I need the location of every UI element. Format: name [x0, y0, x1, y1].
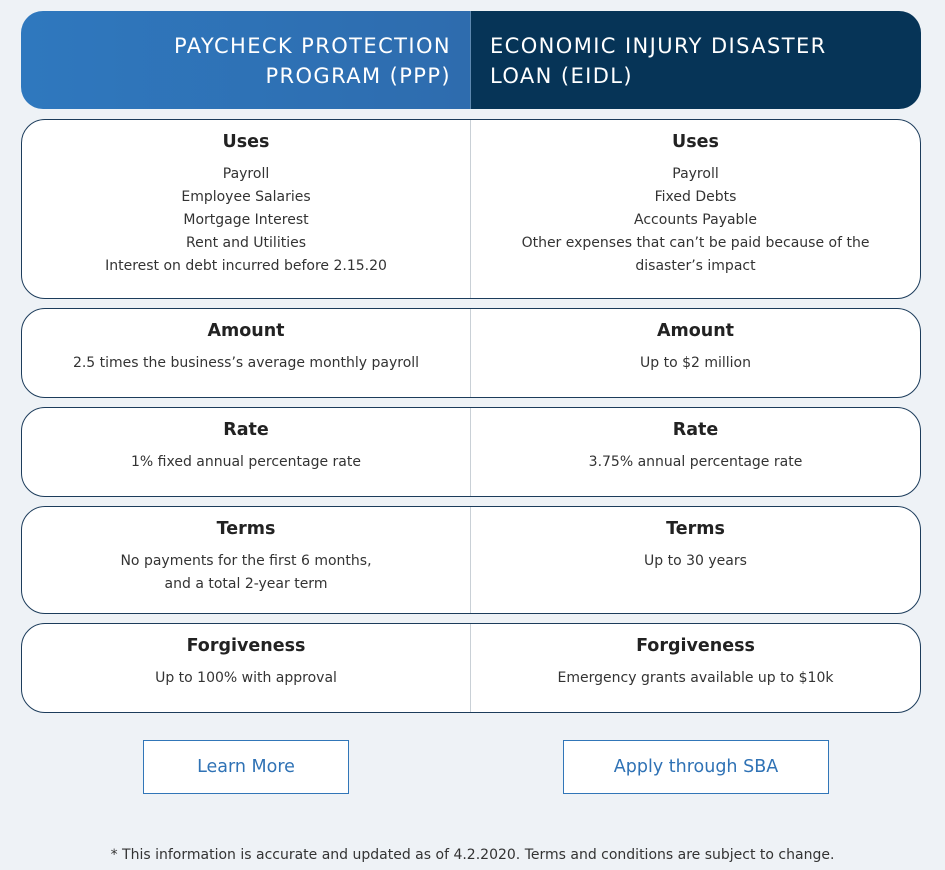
ppp-terms-line: and a total 2-year term	[164, 576, 328, 592]
eidl-forgiveness-text: Emergency grants available up to $10k	[557, 670, 834, 686]
list-item: Employee Salaries	[181, 189, 311, 205]
ppp-forgiveness-cell	[22, 624, 471, 712]
ppp-forgiveness-heading: Forgiveness	[186, 636, 306, 656]
eidl-rate-text: 3.75% annual percentage rate	[588, 454, 803, 470]
terms-row	[21, 506, 921, 614]
rate-row	[21, 407, 921, 497]
apply-through-sba-button[interactable]: Apply through SBA	[563, 740, 829, 794]
ppp-amount-text: 2.5 times the business’s average monthly payroll	[72, 355, 420, 371]
eidl-rate-heading: Rate	[672, 420, 719, 440]
list-item: Mortgage Interest	[183, 212, 309, 228]
list-item: Accounts Payable	[634, 212, 757, 228]
ppp-rate-heading: Rate	[223, 420, 269, 440]
list-item: Interest on debt incurred before 2.15.20	[105, 258, 387, 274]
eidl-amount-text: Up to $2 million	[640, 355, 751, 371]
eidl-rate-cell	[471, 408, 920, 496]
eidl-forgiveness-heading: Forgiveness	[636, 636, 755, 656]
disclaimer-footnote: * This information is accurate and updated as of 4.2.2020. Terms and conditions are subject to change.	[110, 847, 835, 863]
eidl-header-title: ECONOMIC INJURY DISASTER LOAN (EIDL)	[470, 11, 921, 109]
ppp-terms-line: No payments for the first 6 months,	[120, 553, 372, 569]
eidl-terms-text: Up to 30 years	[644, 553, 747, 569]
forgiveness-row	[21, 623, 921, 713]
ppp-amount-heading: Amount	[207, 321, 285, 341]
eidl-uses-cell	[471, 120, 920, 298]
comparison-header	[21, 11, 921, 109]
ppp-amount-cell	[22, 309, 471, 397]
list-item: Payroll	[222, 166, 270, 182]
list-item: Payroll	[672, 166, 719, 182]
eidl-amount-heading: Amount	[656, 321, 735, 341]
eidl-forgiveness-cell	[471, 624, 920, 712]
list-item: Fixed Debts	[654, 189, 737, 205]
ppp-terms-heading: Terms	[216, 519, 276, 539]
eidl-terms-heading: Terms	[666, 519, 725, 539]
amount-row	[21, 308, 921, 398]
list-item: Rent and Utilities	[185, 235, 306, 251]
eidl-uses-heading: Uses	[672, 132, 719, 152]
ppp-forgiveness-text: Up to 100% with approval	[155, 670, 337, 686]
ppp-rate-cell	[22, 408, 471, 496]
learn-more-button[interactable]: Learn More	[143, 740, 349, 794]
ppp-rate-text: 1% fixed annual percentage rate	[131, 454, 361, 470]
ppp-uses-cell	[22, 120, 471, 298]
ppp-uses-heading: Uses	[222, 132, 270, 152]
eidl-amount-cell	[471, 309, 920, 397]
ppp-header-title: PAYCHECK PROTECTION PROGRAM (PPP)	[21, 11, 470, 109]
list-item: Other expenses that can’t be paid because of the disaster’s impact	[521, 235, 870, 274]
eidl-terms-cell	[471, 507, 920, 613]
uses-row	[21, 119, 921, 299]
ppp-terms-cell	[22, 507, 471, 613]
